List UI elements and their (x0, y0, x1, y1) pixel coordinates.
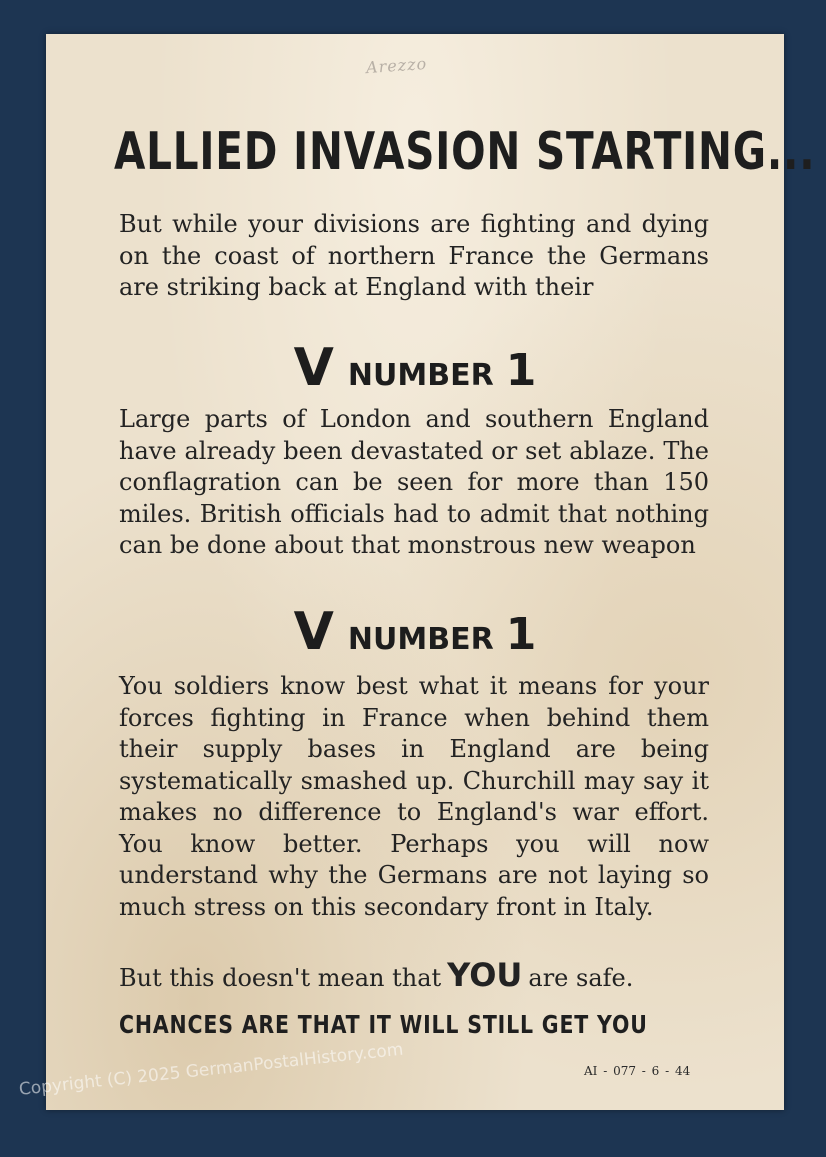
paragraph-2: Large parts of London and southern England have already been devastated or set ablaze. The conflagration can be seen for more than 150 miles. British officials had to admit that nothing can be done about that monstrous new weapon (119, 405, 709, 559)
number-one: 1 (505, 345, 537, 396)
v-letter: V (293, 338, 334, 398)
number-one: 1 (505, 609, 537, 660)
v-letter: V (293, 602, 334, 662)
v-number-1-title-second (46, 602, 784, 662)
headline: ALLIED INVASION STARTING... (114, 122, 816, 182)
pencil-note: Arezzo (365, 53, 428, 78)
safe-line-before: But this doesn't mean that (119, 964, 442, 992)
number-word: NUMBER (347, 358, 494, 393)
number-word: NUMBER (347, 622, 494, 657)
paragraph-1: But while your divisions are fighting and dying on the coast of northern France the Germans are striking back at England with their (119, 210, 709, 301)
safe-line (119, 956, 709, 994)
safe-line-you: YOU (447, 956, 523, 994)
leaflet-code: AI - 077 - 6 - 44 (584, 1064, 691, 1078)
v-number-1-title (46, 338, 784, 398)
closing-warning: CHANCES ARE THAT IT WILL STILL GET YOU (119, 1010, 648, 1039)
copyright-watermark: Copyright (C) 2025 GermanPostalHistory.com (18, 1039, 405, 1100)
safe-line-after: are safe. (528, 964, 634, 992)
leaflet-paper (46, 34, 816, 1110)
paragraph-3: You soldiers know best what it means for your forces fighting in France when behind them their supply bases in England are being systematically smashed up. Churchill may say it makes no difference to England's war effort. You know better. Perhaps you will now understand why the Germans are not laying so much stress on this secondary front in Italy. (119, 672, 709, 921)
